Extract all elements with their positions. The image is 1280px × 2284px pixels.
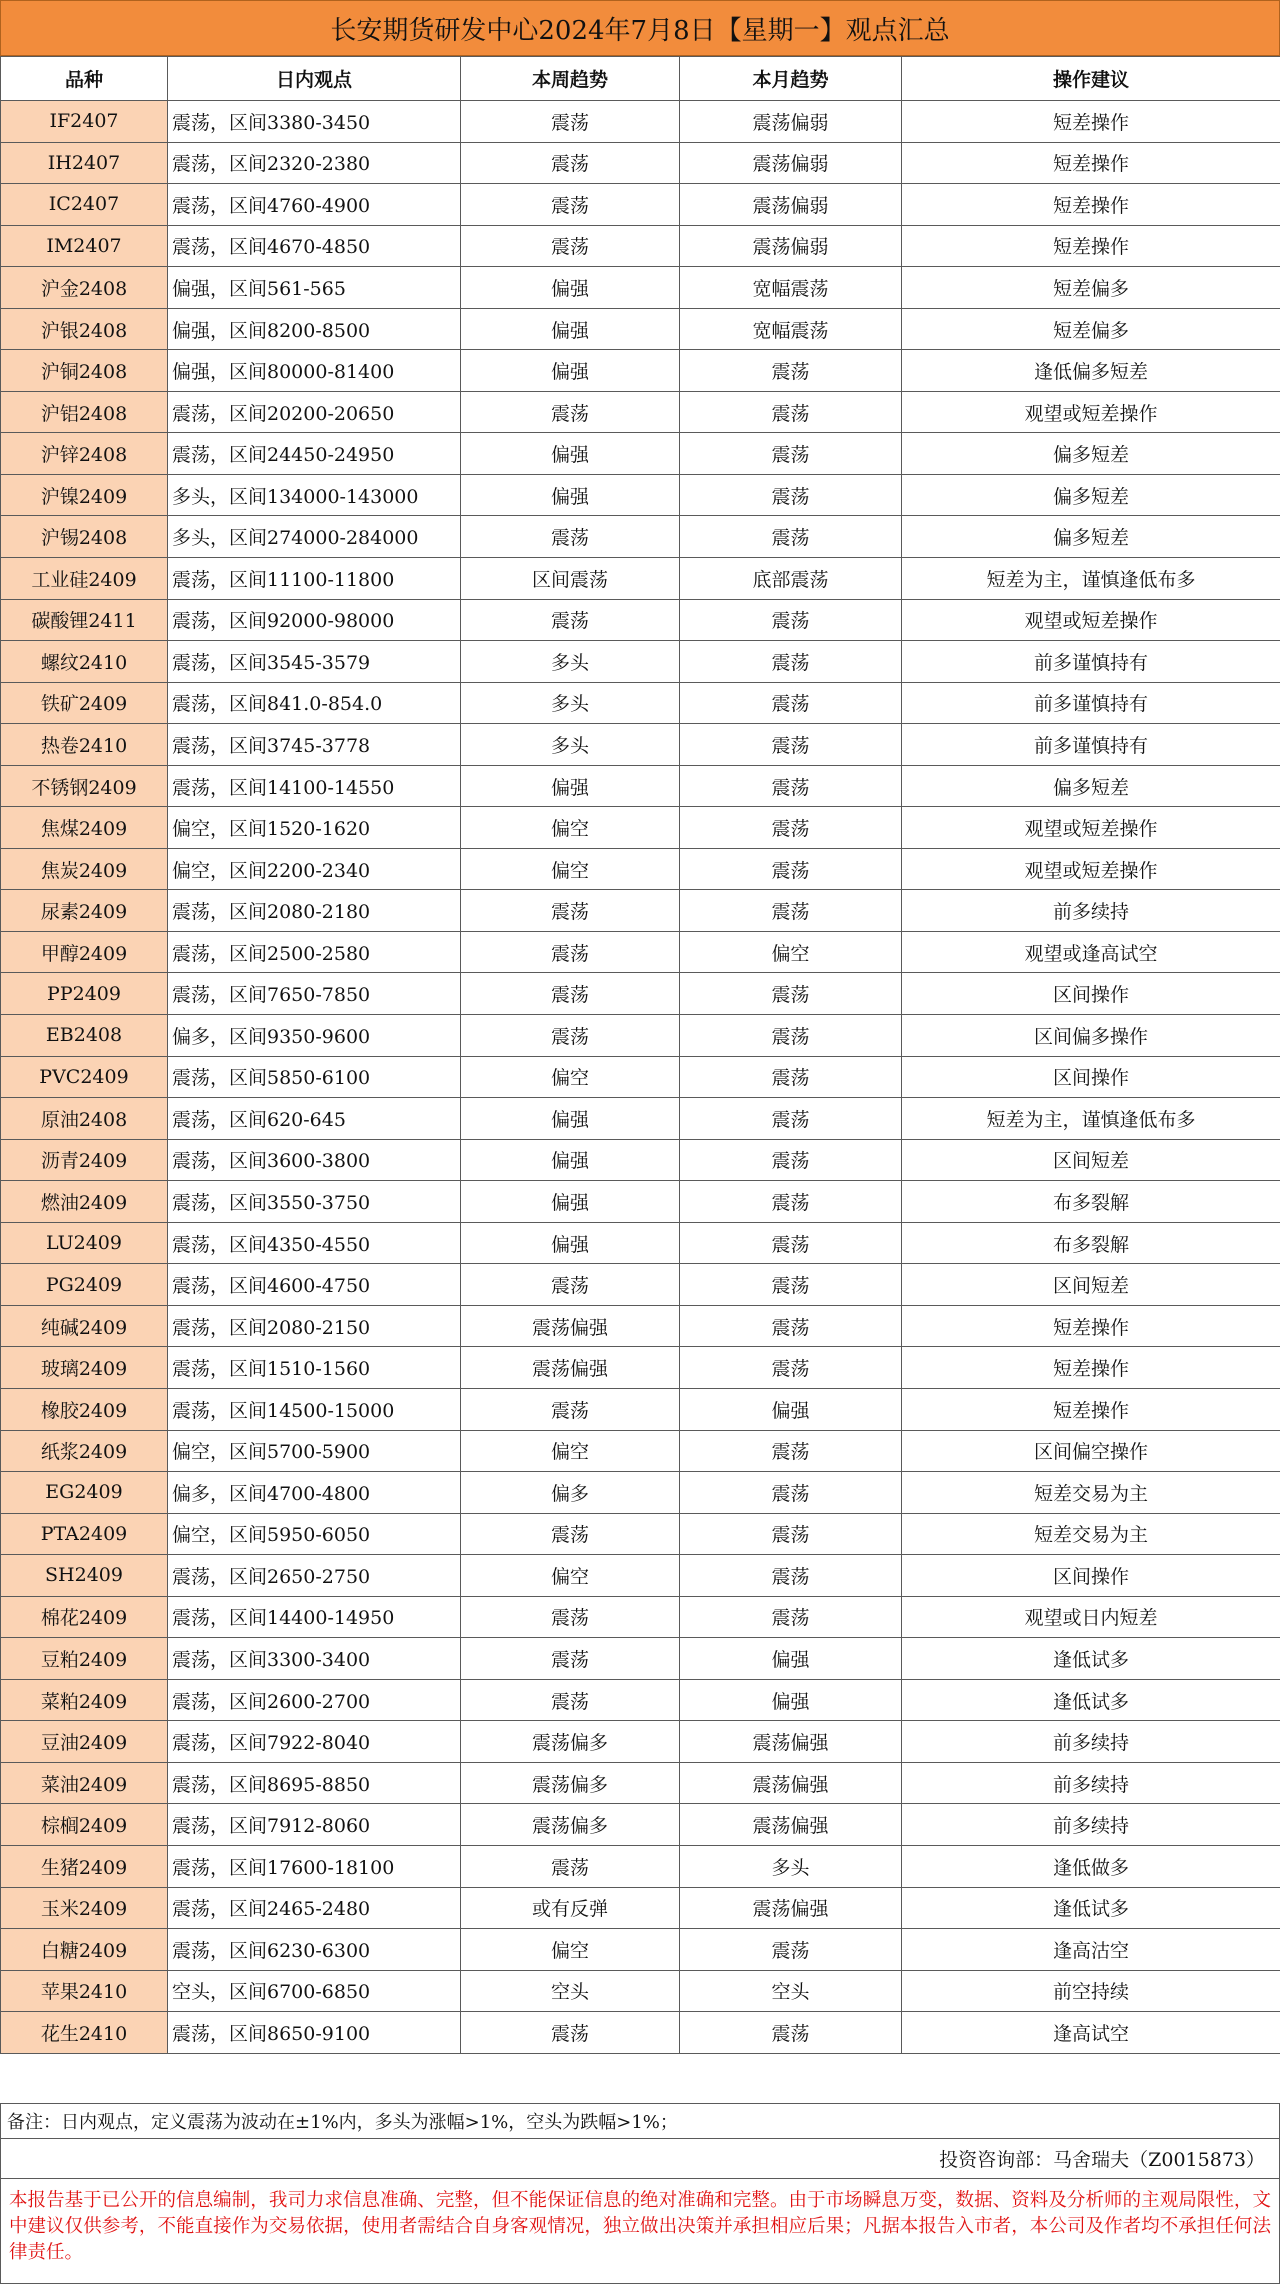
symbol-cell: PP2409 [1, 973, 168, 1015]
symbol-cell: 沥青2409 [1, 1139, 168, 1181]
week-trend-cell: 震荡 [461, 225, 680, 267]
month-trend-cell: 震荡 [680, 848, 902, 890]
advice-cell: 短差操作 [902, 1347, 1280, 1389]
table-row [1, 1388, 1280, 1430]
table-row [1, 1181, 1280, 1223]
week-trend-cell: 多头 [461, 724, 680, 766]
month-trend-cell: 震荡偏弱 [680, 142, 902, 184]
table-row [1, 101, 1280, 143]
week-trend-cell: 偏强 [461, 1098, 680, 1140]
month-trend-cell: 震荡 [680, 1264, 902, 1306]
month-trend-cell: 震荡 [680, 724, 902, 766]
advice-cell: 短差操作 [902, 101, 1280, 143]
week-trend-cell: 震荡 [461, 1679, 680, 1721]
week-trend-cell: 震荡 [461, 142, 680, 184]
week-trend-cell: 偏空 [461, 848, 680, 890]
month-trend-cell: 震荡 [680, 433, 902, 475]
month-trend-cell: 震荡偏强 [680, 1721, 902, 1763]
table-row [1, 558, 1280, 600]
advice-cell: 区间偏多操作 [902, 1015, 1280, 1057]
week-trend-cell: 震荡 [461, 1388, 680, 1430]
month-trend-cell: 震荡 [680, 2012, 902, 2054]
symbol-cell: PVC2409 [1, 1056, 168, 1098]
week-trend-cell: 偏强 [461, 1181, 680, 1223]
week-trend-cell: 偏强 [461, 1222, 680, 1264]
symbol-cell: 沪银2408 [1, 308, 168, 350]
week-trend-cell: 偏空 [461, 1430, 680, 1472]
symbol-cell: 豆油2409 [1, 1721, 168, 1763]
symbol-cell: 生猪2409 [1, 1845, 168, 1887]
month-trend-cell: 震荡 [680, 350, 902, 392]
week-trend-cell: 震荡偏多 [461, 1721, 680, 1763]
month-trend-cell: 震荡 [680, 890, 902, 932]
advice-cell: 短差为主，谨慎逢低布多 [902, 558, 1280, 600]
week-trend-cell: 震荡 [461, 931, 680, 973]
month-trend-cell: 震荡偏弱 [680, 225, 902, 267]
table-row [1, 973, 1280, 1015]
intraday-view-cell: 偏多，区间4700-4800 [168, 1472, 461, 1514]
header-month-trend: 本月趋势 [680, 57, 902, 101]
intraday-view-cell: 震荡，区间4600-4750 [168, 1264, 461, 1306]
intraday-view-cell: 偏空，区间2200-2340 [168, 848, 461, 890]
week-trend-cell: 偏强 [461, 1139, 680, 1181]
symbol-cell: 橡胶2409 [1, 1388, 168, 1430]
symbol-cell: 原油2408 [1, 1098, 168, 1140]
table-row [1, 267, 1280, 309]
intraday-view-cell: 偏强，区间80000-81400 [168, 350, 461, 392]
week-trend-cell: 震荡 [461, 973, 680, 1015]
advice-cell: 观望或逢高试空 [902, 931, 1280, 973]
intraday-view-cell: 偏空，区间5700-5900 [168, 1430, 461, 1472]
month-trend-cell: 震荡偏强 [680, 1762, 902, 1804]
symbol-cell: 苹果2410 [1, 1970, 168, 2012]
month-trend-cell: 偏空 [680, 931, 902, 973]
intraday-view-cell: 偏多，区间9350-9600 [168, 1015, 461, 1057]
intraday-view-cell: 震荡，区间3380-3450 [168, 101, 461, 143]
month-trend-cell: 震荡 [680, 682, 902, 724]
intraday-view-cell: 多头，区间134000-143000 [168, 474, 461, 516]
month-trend-cell: 震荡偏弱 [680, 101, 902, 143]
table-row [1, 641, 1280, 683]
table-row [1, 474, 1280, 516]
table-row [1, 1555, 1280, 1597]
intraday-view-cell: 震荡，区间14500-15000 [168, 1388, 461, 1430]
symbol-cell: IM2407 [1, 225, 168, 267]
week-trend-cell: 震荡 [461, 1638, 680, 1680]
symbol-cell: 菜粕2409 [1, 1679, 168, 1721]
table-row [1, 1638, 1280, 1680]
table-row [1, 1887, 1280, 1929]
advice-cell: 逢低试多 [902, 1887, 1280, 1929]
advice-cell: 前空持续 [902, 1970, 1280, 2012]
table-row [1, 1098, 1280, 1140]
table-row [1, 1929, 1280, 1971]
symbol-cell: IH2407 [1, 142, 168, 184]
table-row [1, 1139, 1280, 1181]
month-trend-cell: 震荡 [680, 1305, 902, 1347]
symbol-cell: 铁矿2409 [1, 682, 168, 724]
table-row [1, 1347, 1280, 1389]
week-trend-cell: 震荡 [461, 890, 680, 932]
table-row [1, 1762, 1280, 1804]
symbol-cell: 甲醇2409 [1, 931, 168, 973]
symbol-cell: 玻璃2409 [1, 1347, 168, 1389]
intraday-view-cell: 震荡，区间3545-3579 [168, 641, 461, 683]
intraday-view-cell: 震荡，区间8650-9100 [168, 2012, 461, 2054]
intraday-view-cell: 震荡，区间4350-4550 [168, 1222, 461, 1264]
table-row [1, 1596, 1280, 1638]
advice-cell: 偏多短差 [902, 433, 1280, 475]
symbol-cell: 碳酸锂2411 [1, 599, 168, 641]
week-trend-cell: 震荡 [461, 391, 680, 433]
table-row [1, 765, 1280, 807]
intraday-view-cell: 震荡，区间4760-4900 [168, 184, 461, 226]
week-trend-cell: 偏强 [461, 308, 680, 350]
advice-cell: 布多裂解 [902, 1181, 1280, 1223]
advice-cell: 短差偏多 [902, 267, 1280, 309]
advice-cell: 短差操作 [902, 1305, 1280, 1347]
table-row [1, 724, 1280, 766]
table-row [1, 391, 1280, 433]
symbol-cell: EG2409 [1, 1472, 168, 1514]
week-trend-cell: 震荡偏多 [461, 1804, 680, 1846]
advice-cell: 观望或短差操作 [902, 599, 1280, 641]
table-row [1, 1056, 1280, 1098]
symbol-cell: 菜油2409 [1, 1762, 168, 1804]
symbol-cell: 沪锌2408 [1, 433, 168, 475]
symbol-cell: 花生2410 [1, 2012, 168, 2054]
week-trend-cell: 震荡偏强 [461, 1347, 680, 1389]
intraday-view-cell: 震荡，区间2600-2700 [168, 1679, 461, 1721]
symbol-cell: 热卷2410 [1, 724, 168, 766]
advice-cell: 短差操作 [902, 1388, 1280, 1430]
symbol-cell: SH2409 [1, 1555, 168, 1597]
symbol-cell: 燃油2409 [1, 1181, 168, 1223]
advice-cell: 区间短差 [902, 1264, 1280, 1306]
month-trend-cell: 偏强 [680, 1679, 902, 1721]
advice-cell: 区间操作 [902, 973, 1280, 1015]
symbol-cell: 螺纹2410 [1, 641, 168, 683]
advice-cell: 逢高沽空 [902, 1929, 1280, 1971]
month-trend-cell: 震荡 [680, 1222, 902, 1264]
month-trend-cell: 底部震荡 [680, 558, 902, 600]
symbol-cell: 棕榈2409 [1, 1804, 168, 1846]
intraday-view-cell: 震荡，区间4670-4850 [168, 225, 461, 267]
month-trend-cell: 空头 [680, 1970, 902, 2012]
week-trend-cell: 震荡 [461, 1264, 680, 1306]
advice-cell: 前多谨慎持有 [902, 682, 1280, 724]
week-trend-cell: 震荡 [461, 101, 680, 143]
table-row [1, 848, 1280, 890]
month-trend-cell: 偏强 [680, 1388, 902, 1430]
advice-cell: 前多续持 [902, 1762, 1280, 1804]
month-trend-cell: 震荡 [680, 516, 902, 558]
intraday-view-cell: 震荡，区间841.0-854.0 [168, 682, 461, 724]
table-row [1, 1845, 1280, 1887]
intraday-view-cell: 偏空，区间1520-1620 [168, 807, 461, 849]
advice-cell: 区间操作 [902, 1056, 1280, 1098]
intraday-view-cell: 偏强，区间8200-8500 [168, 308, 461, 350]
intraday-view-cell: 偏强，区间561-565 [168, 267, 461, 309]
symbol-cell: 沪铜2408 [1, 350, 168, 392]
symbol-cell: 焦煤2409 [1, 807, 168, 849]
footnote: 备注：日内观点，定义震荡为波动在±1%内，多头为涨幅>1%，空头为跌幅>1%； [0, 2103, 1280, 2139]
month-trend-cell: 偏强 [680, 1638, 902, 1680]
week-trend-cell: 偏强 [461, 350, 680, 392]
symbol-cell: 沪金2408 [1, 267, 168, 309]
week-trend-cell: 偏空 [461, 807, 680, 849]
table-row [1, 1264, 1280, 1306]
week-trend-cell: 多头 [461, 682, 680, 724]
month-trend-cell: 宽幅震荡 [680, 267, 902, 309]
intraday-view-cell: 偏空，区间5950-6050 [168, 1513, 461, 1555]
advice-cell: 区间偏空操作 [902, 1430, 1280, 1472]
advice-cell: 前多谨慎持有 [902, 641, 1280, 683]
intraday-view-cell: 震荡，区间17600-18100 [168, 1845, 461, 1887]
week-trend-cell: 多头 [461, 641, 680, 683]
month-trend-cell: 震荡 [680, 1596, 902, 1638]
week-trend-cell: 偏强 [461, 267, 680, 309]
month-trend-cell: 震荡 [680, 1513, 902, 1555]
symbol-cell: IF2407 [1, 101, 168, 143]
intraday-view-cell: 震荡，区间2080-2150 [168, 1305, 461, 1347]
week-trend-cell: 震荡 [461, 1015, 680, 1057]
intraday-view-cell: 震荡，区间1510-1560 [168, 1347, 461, 1389]
advice-cell: 观望或日内短差 [902, 1596, 1280, 1638]
month-trend-cell: 多头 [680, 1845, 902, 1887]
advice-cell: 短差操作 [902, 184, 1280, 226]
symbol-cell: 沪铝2408 [1, 391, 168, 433]
table-row [1, 1430, 1280, 1472]
table-row [1, 2012, 1280, 2054]
advice-cell: 区间操作 [902, 1555, 1280, 1597]
symbol-cell: 沪镍2409 [1, 474, 168, 516]
advice-cell: 短差操作 [902, 225, 1280, 267]
symbol-cell: 沪锡2408 [1, 516, 168, 558]
intraday-view-cell: 震荡，区间92000-98000 [168, 599, 461, 641]
month-trend-cell: 震荡 [680, 973, 902, 1015]
advice-cell: 偏多短差 [902, 474, 1280, 516]
symbol-cell: 纯碱2409 [1, 1305, 168, 1347]
table-row [1, 308, 1280, 350]
month-trend-cell: 震荡 [680, 1430, 902, 1472]
table-row [1, 1305, 1280, 1347]
table-row [1, 682, 1280, 724]
symbol-cell: 白糖2409 [1, 1929, 168, 1971]
month-trend-cell: 震荡 [680, 1139, 902, 1181]
symbol-cell: IC2407 [1, 184, 168, 226]
month-trend-cell: 震荡 [680, 1098, 902, 1140]
week-trend-cell: 偏空 [461, 1555, 680, 1597]
intraday-view-cell: 震荡，区间620-645 [168, 1098, 461, 1140]
week-trend-cell: 震荡 [461, 599, 680, 641]
advice-cell: 短差交易为主 [902, 1513, 1280, 1555]
week-trend-cell: 震荡 [461, 1596, 680, 1638]
week-trend-cell: 震荡偏多 [461, 1762, 680, 1804]
symbol-cell: 纸浆2409 [1, 1430, 168, 1472]
advice-cell: 逢低做多 [902, 1845, 1280, 1887]
symbol-cell: 不锈钢2409 [1, 765, 168, 807]
month-trend-cell: 震荡 [680, 1015, 902, 1057]
intraday-view-cell: 震荡，区间14100-14550 [168, 765, 461, 807]
header-intraday: 日内观点 [168, 57, 461, 101]
table-row [1, 1513, 1280, 1555]
intraday-view-cell: 震荡，区间3745-3778 [168, 724, 461, 766]
month-trend-cell: 震荡偏强 [680, 1887, 902, 1929]
intraday-view-cell: 震荡，区间7912-8060 [168, 1804, 461, 1846]
month-trend-cell: 震荡偏强 [680, 1804, 902, 1846]
symbol-cell: 玉米2409 [1, 1887, 168, 1929]
intraday-view-cell: 空头，区间6700-6850 [168, 1970, 461, 2012]
advice-cell: 前多谨慎持有 [902, 724, 1280, 766]
table-row [1, 931, 1280, 973]
table-row [1, 890, 1280, 932]
month-trend-cell: 震荡偏弱 [680, 184, 902, 226]
month-trend-cell: 震荡 [680, 391, 902, 433]
week-trend-cell: 震荡偏强 [461, 1305, 680, 1347]
advice-cell: 观望或短差操作 [902, 807, 1280, 849]
month-trend-cell: 震荡 [680, 1555, 902, 1597]
intraday-view-cell: 震荡，区间2500-2580 [168, 931, 461, 973]
advice-cell: 短差偏多 [902, 308, 1280, 350]
intraday-view-cell: 震荡，区间2080-2180 [168, 890, 461, 932]
header-advice: 操作建议 [902, 57, 1280, 101]
table-row [1, 142, 1280, 184]
week-trend-cell: 偏强 [461, 765, 680, 807]
advice-cell: 区间短差 [902, 1139, 1280, 1181]
symbol-cell: 工业硅2409 [1, 558, 168, 600]
table-row [1, 433, 1280, 475]
table-row [1, 1970, 1280, 2012]
week-trend-cell: 空头 [461, 1970, 680, 2012]
month-trend-cell: 宽幅震荡 [680, 308, 902, 350]
month-trend-cell: 震荡 [680, 599, 902, 641]
table-row [1, 516, 1280, 558]
intraday-view-cell: 震荡，区间2320-2380 [168, 142, 461, 184]
advice-cell: 前多续持 [902, 1804, 1280, 1846]
symbol-cell: 棉花2409 [1, 1596, 168, 1638]
table-row [1, 1804, 1280, 1846]
advice-cell: 逢低试多 [902, 1679, 1280, 1721]
week-trend-cell: 或有反弹 [461, 1887, 680, 1929]
intraday-view-cell: 震荡，区间3550-3750 [168, 1181, 461, 1223]
table-row [1, 807, 1280, 849]
advice-cell: 观望或短差操作 [902, 391, 1280, 433]
week-trend-cell: 偏空 [461, 1929, 680, 1971]
header-week-trend: 本周趋势 [461, 57, 680, 101]
advice-cell: 前多续持 [902, 1721, 1280, 1763]
month-trend-cell: 震荡 [680, 1347, 902, 1389]
intraday-view-cell: 震荡，区间6230-6300 [168, 1929, 461, 1971]
intraday-view-cell: 震荡，区间20200-20650 [168, 391, 461, 433]
week-trend-cell: 震荡 [461, 1513, 680, 1555]
advice-cell: 逢低偏多短差 [902, 350, 1280, 392]
advice-cell: 观望或短差操作 [902, 848, 1280, 890]
week-trend-cell: 震荡 [461, 1845, 680, 1887]
advice-cell: 短差为主，谨慎逢低布多 [902, 1098, 1280, 1140]
week-trend-cell: 震荡 [461, 516, 680, 558]
opinion-table [0, 56, 1280, 2054]
symbol-cell: PG2409 [1, 1264, 168, 1306]
month-trend-cell: 震荡 [680, 1181, 902, 1223]
intraday-view-cell: 震荡，区间7922-8040 [168, 1721, 461, 1763]
symbol-cell: EB2408 [1, 1015, 168, 1057]
table-row [1, 350, 1280, 392]
intraday-view-cell: 多头，区间274000-284000 [168, 516, 461, 558]
page-title: 长安期货研发中心2024年7月8日【星期一】观点汇总 [0, 0, 1280, 56]
advice-cell: 逢高试空 [902, 2012, 1280, 2054]
intraday-view-cell: 震荡，区间24450-24950 [168, 433, 461, 475]
advice-cell: 短差操作 [902, 142, 1280, 184]
week-trend-cell: 偏强 [461, 474, 680, 516]
advice-cell: 布多裂解 [902, 1222, 1280, 1264]
table-row [1, 1472, 1280, 1514]
week-trend-cell: 偏空 [461, 1056, 680, 1098]
header-symbol: 品种 [1, 57, 168, 101]
intraday-view-cell: 震荡，区间7650-7850 [168, 973, 461, 1015]
symbol-cell: LU2409 [1, 1222, 168, 1264]
table-row [1, 184, 1280, 226]
intraday-view-cell: 震荡，区间8695-8850 [168, 1762, 461, 1804]
consultant-credit: 投资咨询部：马舍瑞夫（Z0015873） [0, 2139, 1280, 2179]
advice-cell: 前多续持 [902, 890, 1280, 932]
table-row [1, 1721, 1280, 1763]
intraday-view-cell: 震荡，区间2465-2480 [168, 1887, 461, 1929]
intraday-view-cell: 震荡，区间3300-3400 [168, 1638, 461, 1680]
symbol-cell: 焦炭2409 [1, 848, 168, 890]
month-trend-cell: 震荡 [680, 1056, 902, 1098]
table-header-row [1, 57, 1280, 101]
intraday-view-cell: 震荡，区间3600-3800 [168, 1139, 461, 1181]
month-trend-cell: 震荡 [680, 1472, 902, 1514]
table-row [1, 225, 1280, 267]
week-trend-cell: 震荡 [461, 2012, 680, 2054]
table-row [1, 599, 1280, 641]
table-row [1, 1679, 1280, 1721]
month-trend-cell: 震荡 [680, 641, 902, 683]
disclaimer: 本报告基于已公开的信息编制，我司力求信息准确、完整，但不能保证信息的绝对准确和完整。由于市场瞬息万变，数据、资料及分析师的主观局限性，文中建议仅供参考，不能直接作为交易依据，使用者需结合自身客观情况，独立做出决策并承担相应后果；凡据本报告入市者，本公司及作者均不承担任何法律责任。 [0, 2179, 1280, 2284]
intraday-view-cell: 震荡，区间14400-14950 [168, 1596, 461, 1638]
table-body [1, 101, 1280, 2054]
symbol-cell: PTA2409 [1, 1513, 168, 1555]
month-trend-cell: 震荡 [680, 765, 902, 807]
symbol-cell: 豆粕2409 [1, 1638, 168, 1680]
week-trend-cell: 偏强 [461, 433, 680, 475]
advice-cell: 偏多短差 [902, 765, 1280, 807]
symbol-cell: 尿素2409 [1, 890, 168, 932]
week-trend-cell: 震荡 [461, 184, 680, 226]
advice-cell: 逢低试多 [902, 1638, 1280, 1680]
intraday-view-cell: 震荡，区间2650-2750 [168, 1555, 461, 1597]
intraday-view-cell: 震荡，区间11100-11800 [168, 558, 461, 600]
month-trend-cell: 震荡 [680, 1929, 902, 1971]
advice-cell: 偏多短差 [902, 516, 1280, 558]
intraday-view-cell: 震荡，区间5850-6100 [168, 1056, 461, 1098]
week-trend-cell: 偏多 [461, 1472, 680, 1514]
week-trend-cell: 区间震荡 [461, 558, 680, 600]
month-trend-cell: 震荡 [680, 807, 902, 849]
table-row [1, 1015, 1280, 1057]
month-trend-cell: 震荡 [680, 474, 902, 516]
table-row [1, 1222, 1280, 1264]
advice-cell: 短差交易为主 [902, 1472, 1280, 1514]
